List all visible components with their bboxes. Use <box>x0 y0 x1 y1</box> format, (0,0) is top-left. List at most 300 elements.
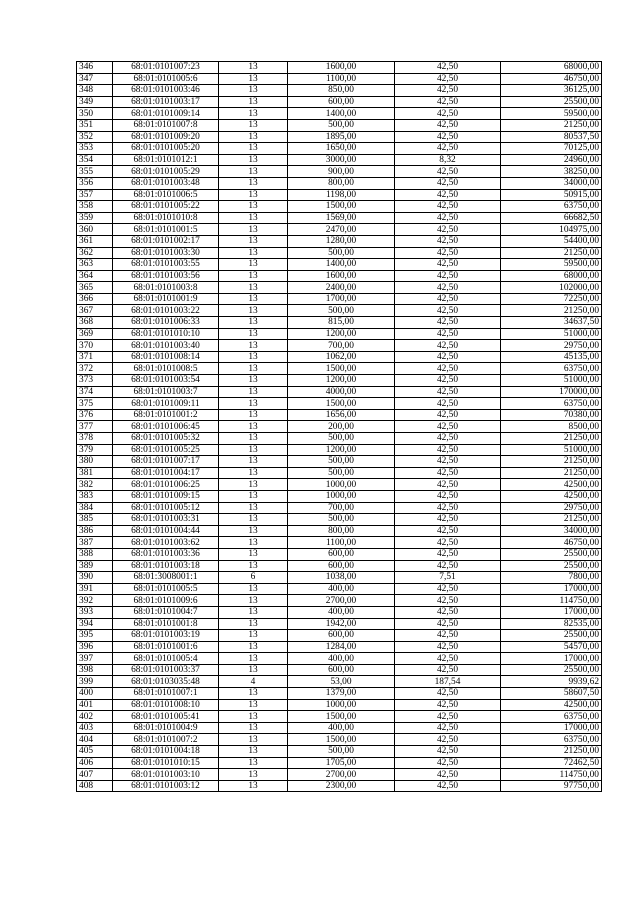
cadastral-number-cell: 68:01:0101003:55 <box>113 259 219 271</box>
cadastral-number-cell: 68:01:0101005:25 <box>113 444 219 456</box>
rate-cell: 42,50 <box>395 746 501 758</box>
cadastral-number-cell: 68:01:0101006:33 <box>113 317 219 329</box>
area-cell: 600,00 <box>288 630 395 642</box>
rate-cell: 42,50 <box>395 328 501 340</box>
area-cell: 600,00 <box>288 548 395 560</box>
rate-cell: 42,50 <box>395 525 501 537</box>
category-code-cell: 13 <box>219 433 288 445</box>
amount-cell: 25500,00 <box>501 630 602 642</box>
amount-cell: 29750,00 <box>501 340 602 352</box>
category-code-cell: 13 <box>219 537 288 549</box>
category-code-cell: 13 <box>219 119 288 131</box>
row-number-cell: 356 <box>77 177 113 189</box>
category-code-cell: 13 <box>219 375 288 387</box>
area-cell: 4000,00 <box>288 386 395 398</box>
cadastral-number-cell: 68:01:0101010:10 <box>113 328 219 340</box>
amount-cell: 63750,00 <box>501 398 602 410</box>
table-row <box>77 143 602 155</box>
table-row <box>77 780 602 792</box>
category-code-cell: 13 <box>219 317 288 329</box>
cadastral-number-cell: 68:01:0101005:6 <box>113 73 219 85</box>
category-code-cell: 13 <box>219 282 288 294</box>
area-cell: 500,00 <box>288 514 395 526</box>
rate-cell: 42,50 <box>395 641 501 653</box>
amount-cell: 25500,00 <box>501 560 602 572</box>
row-number-cell: 403 <box>77 722 113 734</box>
amount-cell: 82535,00 <box>501 618 602 630</box>
row-number-cell: 360 <box>77 224 113 236</box>
row-number-cell: 358 <box>77 201 113 213</box>
cadastral-number-cell: 68:01:0101003:7 <box>113 386 219 398</box>
table-row <box>77 514 602 526</box>
rate-cell: 42,50 <box>395 618 501 630</box>
row-number-cell: 364 <box>77 270 113 282</box>
rate-cell: 42,50 <box>395 734 501 746</box>
amount-cell: 21250,00 <box>501 433 602 445</box>
amount-cell: 70125,00 <box>501 143 602 155</box>
cadastral-number-cell: 68:01:0101003:10 <box>113 769 219 781</box>
cadastral-number-cell: 68:01:0101001:8 <box>113 618 219 630</box>
rate-cell: 8,32 <box>395 154 501 166</box>
rate-cell: 42,50 <box>395 583 501 595</box>
cadastral-number-cell: 68:01:0101003:48 <box>113 177 219 189</box>
category-code-cell: 13 <box>219 398 288 410</box>
row-number-cell: 376 <box>77 409 113 421</box>
category-code-cell: 13 <box>219 247 288 259</box>
area-cell: 1038,00 <box>288 572 395 584</box>
area-cell: 500,00 <box>288 746 395 758</box>
table-row <box>77 317 602 329</box>
table-row <box>77 293 602 305</box>
category-code-cell: 13 <box>219 351 288 363</box>
area-cell: 700,00 <box>288 502 395 514</box>
rate-cell: 42,50 <box>395 409 501 421</box>
amount-cell: 36125,00 <box>501 85 602 97</box>
category-code-cell: 6 <box>219 572 288 584</box>
rate-cell: 42,50 <box>395 201 501 213</box>
row-number-cell: 396 <box>77 641 113 653</box>
row-number-cell: 371 <box>77 351 113 363</box>
category-code-cell: 13 <box>219 514 288 526</box>
row-number-cell: 404 <box>77 734 113 746</box>
rate-cell: 42,50 <box>395 630 501 642</box>
amount-cell: 9939,62 <box>501 676 602 688</box>
rate-cell: 42,50 <box>395 514 501 526</box>
table-row <box>77 467 602 479</box>
table-row <box>77 746 602 758</box>
rate-cell: 42,50 <box>395 340 501 352</box>
category-code-cell: 13 <box>219 722 288 734</box>
row-number-cell: 353 <box>77 143 113 155</box>
rate-cell: 42,50 <box>395 780 501 792</box>
category-code-cell: 13 <box>219 606 288 618</box>
rate-cell: 42,50 <box>395 444 501 456</box>
category-code-cell: 13 <box>219 444 288 456</box>
rate-cell: 42,50 <box>395 166 501 178</box>
amount-cell: 42500,00 <box>501 479 602 491</box>
row-number-cell: 407 <box>77 769 113 781</box>
area-cell: 2300,00 <box>288 780 395 792</box>
area-cell: 900,00 <box>288 166 395 178</box>
amount-cell: 63750,00 <box>501 201 602 213</box>
category-code-cell: 13 <box>219 85 288 97</box>
area-cell: 600,00 <box>288 560 395 572</box>
area-cell: 1400,00 <box>288 259 395 271</box>
category-code-cell: 13 <box>219 73 288 85</box>
area-cell: 800,00 <box>288 525 395 537</box>
table-row <box>77 270 602 282</box>
rate-cell: 42,50 <box>395 363 501 375</box>
area-cell: 1000,00 <box>288 490 395 502</box>
amount-cell: 46750,00 <box>501 73 602 85</box>
category-code-cell: 13 <box>219 131 288 143</box>
row-number-cell: 381 <box>77 467 113 479</box>
rate-cell: 42,50 <box>395 317 501 329</box>
amount-cell: 25500,00 <box>501 548 602 560</box>
row-number-cell: 369 <box>77 328 113 340</box>
rate-cell: 42,50 <box>395 664 501 676</box>
row-number-cell: 349 <box>77 96 113 108</box>
category-code-cell: 13 <box>219 734 288 746</box>
table-row <box>77 699 602 711</box>
rate-cell: 42,50 <box>395 108 501 120</box>
amount-cell: 21250,00 <box>501 746 602 758</box>
rate-cell: 42,50 <box>395 386 501 398</box>
row-number-cell: 382 <box>77 479 113 491</box>
cadastral-number-cell: 68:01:0101003:37 <box>113 664 219 676</box>
cadastral-number-cell: 68:01:0101005:22 <box>113 201 219 213</box>
row-number-cell: 347 <box>77 73 113 85</box>
amount-cell: 46750,00 <box>501 537 602 549</box>
rate-cell: 42,50 <box>395 143 501 155</box>
area-cell: 815,00 <box>288 317 395 329</box>
cadastral-number-cell: 68:01:0101004:9 <box>113 722 219 734</box>
rate-cell: 42,50 <box>395 537 501 549</box>
area-cell: 600,00 <box>288 664 395 676</box>
table-body <box>77 62 602 792</box>
cadastral-number-cell: 68:01:0101007:17 <box>113 456 219 468</box>
cadastral-number-cell: 68:01:0101005:29 <box>113 166 219 178</box>
table-row <box>77 479 602 491</box>
rate-cell: 42,50 <box>395 467 501 479</box>
cadastral-number-cell: 68:01:0101010:8 <box>113 212 219 224</box>
category-code-cell: 13 <box>219 62 288 74</box>
cadastral-number-cell: 68:01:0101001:9 <box>113 293 219 305</box>
category-code-cell: 13 <box>219 664 288 676</box>
amount-cell: 42500,00 <box>501 490 602 502</box>
row-number-cell: 361 <box>77 235 113 247</box>
amount-cell: 21250,00 <box>501 514 602 526</box>
row-number-cell: 379 <box>77 444 113 456</box>
rate-cell: 42,50 <box>395 189 501 201</box>
cadastral-number-cell: 68:01:0101012:1 <box>113 154 219 166</box>
table-row <box>77 502 602 514</box>
area-cell: 1500,00 <box>288 201 395 213</box>
table-row <box>77 328 602 340</box>
row-number-cell: 408 <box>77 780 113 792</box>
rate-cell: 42,50 <box>395 699 501 711</box>
category-code-cell: 13 <box>219 641 288 653</box>
cadastral-number-cell: 68:01:0101003:30 <box>113 247 219 259</box>
amount-cell: 45135,00 <box>501 351 602 363</box>
table-row <box>77 630 602 642</box>
category-code-cell: 13 <box>219 688 288 700</box>
category-code-cell: 13 <box>219 548 288 560</box>
rate-cell: 42,50 <box>395 293 501 305</box>
area-cell: 1100,00 <box>288 537 395 549</box>
rate-cell: 42,50 <box>395 305 501 317</box>
category-code-cell: 13 <box>219 757 288 769</box>
area-cell: 500,00 <box>288 247 395 259</box>
amount-cell: 170000,00 <box>501 386 602 398</box>
rate-cell: 42,50 <box>395 282 501 294</box>
category-code-cell: 13 <box>219 201 288 213</box>
table-row <box>77 108 602 120</box>
amount-cell: 59500,00 <box>501 108 602 120</box>
category-code-cell: 13 <box>219 409 288 421</box>
category-code-cell: 4 <box>219 676 288 688</box>
area-cell: 1569,00 <box>288 212 395 224</box>
category-code-cell: 13 <box>219 653 288 665</box>
table-row <box>77 734 602 746</box>
row-number-cell: 391 <box>77 583 113 595</box>
amount-cell: 21250,00 <box>501 119 602 131</box>
cadastral-number-cell: 68:01:0101005:20 <box>113 143 219 155</box>
row-number-cell: 373 <box>77 375 113 387</box>
cadastral-number-cell: 68:01:0101007:23 <box>113 62 219 74</box>
rate-cell: 42,50 <box>395 212 501 224</box>
area-cell: 1942,00 <box>288 618 395 630</box>
cadastral-number-cell: 68:01:0101009:11 <box>113 398 219 410</box>
area-cell: 2700,00 <box>288 595 395 607</box>
table-row <box>77 769 602 781</box>
table-row <box>77 166 602 178</box>
amount-cell: 68000,00 <box>501 62 602 74</box>
area-cell: 1500,00 <box>288 398 395 410</box>
area-cell: 1650,00 <box>288 143 395 155</box>
category-code-cell: 13 <box>219 479 288 491</box>
table-row <box>77 224 602 236</box>
amount-cell: 72462,50 <box>501 757 602 769</box>
rate-cell: 42,50 <box>395 73 501 85</box>
category-code-cell: 13 <box>219 560 288 572</box>
table-row <box>77 73 602 85</box>
area-cell: 400,00 <box>288 606 395 618</box>
category-code-cell: 13 <box>219 305 288 317</box>
area-cell: 1280,00 <box>288 235 395 247</box>
rate-cell: 42,50 <box>395 421 501 433</box>
table-row <box>77 595 602 607</box>
rate-cell: 42,50 <box>395 653 501 665</box>
table-row <box>77 456 602 468</box>
amount-cell: 17000,00 <box>501 653 602 665</box>
amount-cell: 21250,00 <box>501 247 602 259</box>
row-number-cell: 375 <box>77 398 113 410</box>
row-number-cell: 377 <box>77 421 113 433</box>
rate-cell: 42,50 <box>395 351 501 363</box>
rate-cell: 42,50 <box>395 375 501 387</box>
table-row <box>77 259 602 271</box>
row-number-cell: 350 <box>77 108 113 120</box>
row-number-cell: 365 <box>77 282 113 294</box>
cadastral-number-cell: 68:01:0101003:40 <box>113 340 219 352</box>
rate-cell: 42,50 <box>395 259 501 271</box>
area-cell: 500,00 <box>288 119 395 131</box>
rate-cell: 42,50 <box>395 62 501 74</box>
row-number-cell: 387 <box>77 537 113 549</box>
category-code-cell: 13 <box>219 467 288 479</box>
cadastral-number-cell: 68:01:0101003:31 <box>113 514 219 526</box>
cadastral-number-cell: 68:01:0101004:17 <box>113 467 219 479</box>
area-cell: 1895,00 <box>288 131 395 143</box>
category-code-cell: 13 <box>219 421 288 433</box>
table-row <box>77 62 602 74</box>
category-code-cell: 13 <box>219 235 288 247</box>
area-cell: 1062,00 <box>288 351 395 363</box>
cadastral-number-cell: 68:01:0101006:25 <box>113 479 219 491</box>
row-number-cell: 384 <box>77 502 113 514</box>
category-code-cell: 13 <box>219 328 288 340</box>
cadastral-number-cell: 68:01:0101001:6 <box>113 641 219 653</box>
amount-cell: 21250,00 <box>501 456 602 468</box>
row-number-cell: 367 <box>77 305 113 317</box>
area-cell: 1500,00 <box>288 711 395 723</box>
row-number-cell: 383 <box>77 490 113 502</box>
area-cell: 1400,00 <box>288 108 395 120</box>
amount-cell: 114750,00 <box>501 595 602 607</box>
area-cell: 1000,00 <box>288 699 395 711</box>
table-row <box>77 119 602 131</box>
category-code-cell: 13 <box>219 583 288 595</box>
cadastral-number-cell: 68:01:0101003:62 <box>113 537 219 549</box>
area-cell: 800,00 <box>288 177 395 189</box>
amount-cell: 34000,00 <box>501 525 602 537</box>
table-row <box>77 398 602 410</box>
table-row <box>77 490 602 502</box>
table-row <box>77 363 602 375</box>
table-row <box>77 351 602 363</box>
amount-cell: 63750,00 <box>501 363 602 375</box>
rate-cell: 42,50 <box>395 235 501 247</box>
row-number-cell: 395 <box>77 630 113 642</box>
cadastral-number-cell: 68:01:0101003:56 <box>113 270 219 282</box>
row-number-cell: 359 <box>77 212 113 224</box>
category-code-cell: 13 <box>219 780 288 792</box>
category-code-cell: 13 <box>219 618 288 630</box>
table-row <box>77 235 602 247</box>
area-cell: 53,00 <box>288 676 395 688</box>
cadastral-number-cell: 68:01:0101005:32 <box>113 433 219 445</box>
area-cell: 1200,00 <box>288 375 395 387</box>
category-code-cell: 13 <box>219 224 288 236</box>
category-code-cell: 13 <box>219 293 288 305</box>
rate-cell: 42,50 <box>395 722 501 734</box>
amount-cell: 51000,00 <box>501 375 602 387</box>
row-number-cell: 389 <box>77 560 113 572</box>
table-row <box>77 201 602 213</box>
cadastral-number-cell: 68:01:3008001:1 <box>113 572 219 584</box>
cadastral-number-cell: 68:01:0101007:1 <box>113 688 219 700</box>
rate-cell: 42,50 <box>395 479 501 491</box>
area-cell: 500,00 <box>288 305 395 317</box>
amount-cell: 51000,00 <box>501 444 602 456</box>
cadastral-number-cell: 68:01:0101005:4 <box>113 653 219 665</box>
area-cell: 2400,00 <box>288 282 395 294</box>
cadastral-number-cell: 68:01:0101003:46 <box>113 85 219 97</box>
category-code-cell: 13 <box>219 340 288 352</box>
category-code-cell: 13 <box>219 386 288 398</box>
category-code-cell: 13 <box>219 699 288 711</box>
cadastral-number-cell: 68:01:0101005:12 <box>113 502 219 514</box>
area-cell: 1500,00 <box>288 363 395 375</box>
rate-cell: 42,50 <box>395 606 501 618</box>
area-cell: 1200,00 <box>288 328 395 340</box>
cadastral-number-cell: 68:01:0101008:14 <box>113 351 219 363</box>
cadastral-number-cell: 68:01:0101002:17 <box>113 235 219 247</box>
row-number-cell: 399 <box>77 676 113 688</box>
table-row <box>77 189 602 201</box>
rate-cell: 42,50 <box>395 85 501 97</box>
category-code-cell: 13 <box>219 363 288 375</box>
amount-cell: 54400,00 <box>501 235 602 247</box>
area-cell: 1379,00 <box>288 688 395 700</box>
amount-cell: 17000,00 <box>501 583 602 595</box>
cadastral-number-cell: 68:01:0101003:8 <box>113 282 219 294</box>
table-row <box>77 386 602 398</box>
table-row <box>77 247 602 259</box>
cadastral-number-cell: 68:01:0101009:15 <box>113 490 219 502</box>
row-number-cell: 372 <box>77 363 113 375</box>
row-number-cell: 388 <box>77 548 113 560</box>
area-cell: 600,00 <box>288 96 395 108</box>
row-number-cell: 355 <box>77 166 113 178</box>
cadastral-number-cell: 68:01:0101003:54 <box>113 375 219 387</box>
category-code-cell: 13 <box>219 154 288 166</box>
area-cell: 500,00 <box>288 467 395 479</box>
amount-cell: 34637,50 <box>501 317 602 329</box>
row-number-cell: 378 <box>77 433 113 445</box>
row-number-cell: 370 <box>77 340 113 352</box>
rate-cell: 42,50 <box>395 456 501 468</box>
row-number-cell: 405 <box>77 746 113 758</box>
row-number-cell: 352 <box>77 131 113 143</box>
table-row <box>77 664 602 676</box>
cadastral-number-cell: 68:01:0101009:6 <box>113 595 219 607</box>
table-row <box>77 409 602 421</box>
amount-cell: 66682,50 <box>501 212 602 224</box>
row-number-cell: 393 <box>77 606 113 618</box>
category-code-cell: 13 <box>219 769 288 781</box>
area-cell: 500,00 <box>288 456 395 468</box>
category-code-cell: 13 <box>219 595 288 607</box>
area-cell: 3000,00 <box>288 154 395 166</box>
cadastral-number-cell: 68:01:0101003:12 <box>113 780 219 792</box>
cadastral-number-cell: 68:01:0101008:10 <box>113 699 219 711</box>
table-row <box>77 177 602 189</box>
table-row <box>77 641 602 653</box>
category-code-cell: 13 <box>219 96 288 108</box>
rate-cell: 42,50 <box>395 560 501 572</box>
amount-cell: 70380,00 <box>501 409 602 421</box>
rate-cell: 42,50 <box>395 757 501 769</box>
row-number-cell: 390 <box>77 572 113 584</box>
area-cell: 400,00 <box>288 583 395 595</box>
area-cell: 400,00 <box>288 653 395 665</box>
amount-cell: 68000,00 <box>501 270 602 282</box>
category-code-cell: 13 <box>219 143 288 155</box>
table-row <box>77 154 602 166</box>
row-number-cell: 402 <box>77 711 113 723</box>
